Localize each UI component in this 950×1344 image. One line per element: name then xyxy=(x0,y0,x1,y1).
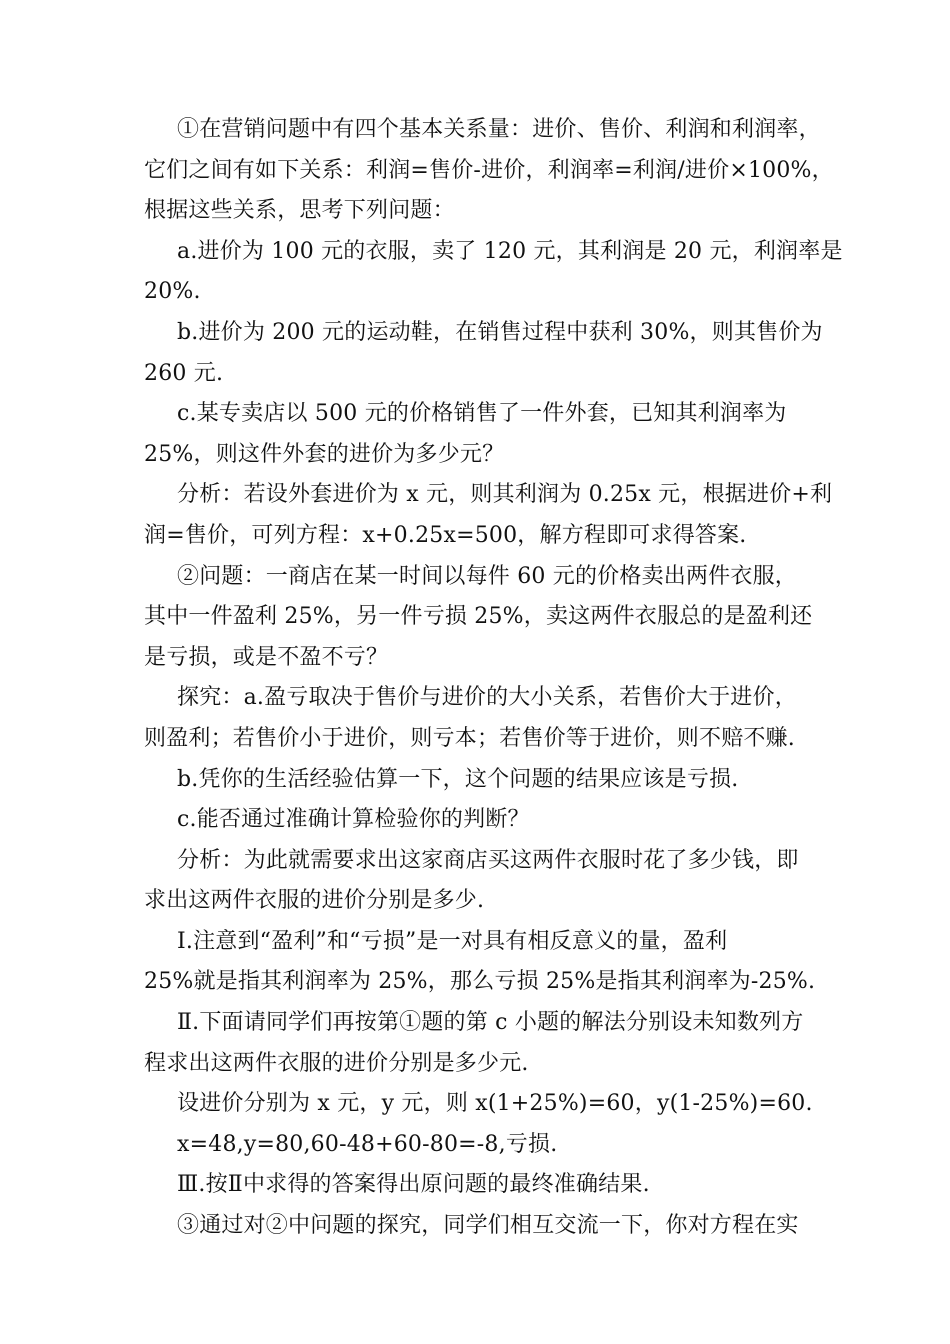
text-line: Ⅲ.按Ⅱ中求得的答案得出原问题的最终准确结果. xyxy=(177,1172,650,1198)
text-line: c.能否通过准确计算检验你的判断？ xyxy=(177,807,530,833)
text-line: 探究：a.盈亏取决于售价与进价的大小关系，若售价大于进价， xyxy=(177,685,797,711)
text-line: 它们之间有如下关系：利润=售价-进价，利润率=利润/进价×100%， xyxy=(144,157,834,183)
text-line: 分析：若设外套进价为 x 元，则其利润为 0.25x 元，根据进价+利 xyxy=(177,482,833,508)
text-line: 分析：为此就需要求出这家商店买这两件衣服时花了多少钱，即 xyxy=(177,847,799,873)
text-line: 20%. xyxy=(144,279,201,305)
text-line: 其中一件盈利 25%，另一件亏损 25%，卖这两件衣服总的是盈利还 xyxy=(144,604,813,630)
text-line: x=48,y=80,60-48+60-80=-8,亏损. xyxy=(177,1131,558,1157)
text-body xyxy=(144,110,843,1247)
text-line: Ⅰ.注意到“盈利”和“亏损”是一对具有相反意义的量，盈利 xyxy=(177,928,728,954)
text-line: c.某专卖店以 500 元的价格销售了一件外套，已知其利润率为 xyxy=(177,401,787,427)
text-line: 是亏损，或是不盈不亏？ xyxy=(144,644,389,670)
text-line: b.进价为 200 元的运动鞋，在销售过程中获利 30%，则其售价为 xyxy=(177,319,823,345)
text-line: 则盈利；若售价小于进价，则亏本；若售价等于进价，则不赔不赚. xyxy=(144,725,795,751)
text-line: 25%就是指其利润率为 25%，那么亏损 25%是指其利润率为-25%. xyxy=(144,969,816,995)
text-line: 求出这两件衣服的进价分别是多少. xyxy=(144,888,485,914)
text-line: ③通过对②中问题的探究，同学们相互交流一下，你对方程在实 xyxy=(177,1213,799,1239)
text-line: 设进价分别为 x 元，y 元，则 x(1+25%)=60，y(1-25%)=60. xyxy=(177,1091,813,1117)
text-line: 程求出这两件衣服的进价分别是多少元. xyxy=(144,1050,529,1076)
text-line: 25%，则这件外套的进价为多少元？ xyxy=(144,441,505,467)
text-line: ②问题：一商店在某一时间以每件 60 元的价格卖出两件衣服， xyxy=(177,563,797,589)
text-line: a.进价为 100 元的衣服，卖了 120 元，其利润是 20 元，利润率是 xyxy=(177,238,843,264)
text-line: 260 元. xyxy=(144,360,224,386)
text-line: Ⅱ.下面请同学们再按第①题的第 c 小题的解法分别设未知数列方 xyxy=(177,1010,804,1036)
text-line: 润=售价，可列方程：x+0.25x=500，解方程即可求得答案. xyxy=(144,522,747,548)
text-line: b.凭你的生活经验估算一下，这个问题的结果应该是亏损. xyxy=(177,766,739,792)
text-line: ①在营销问题中有四个基本关系量：进价、售价、利润和利润率， xyxy=(177,117,821,142)
text-line: 根据这些关系，思考下列问题： xyxy=(144,198,455,224)
